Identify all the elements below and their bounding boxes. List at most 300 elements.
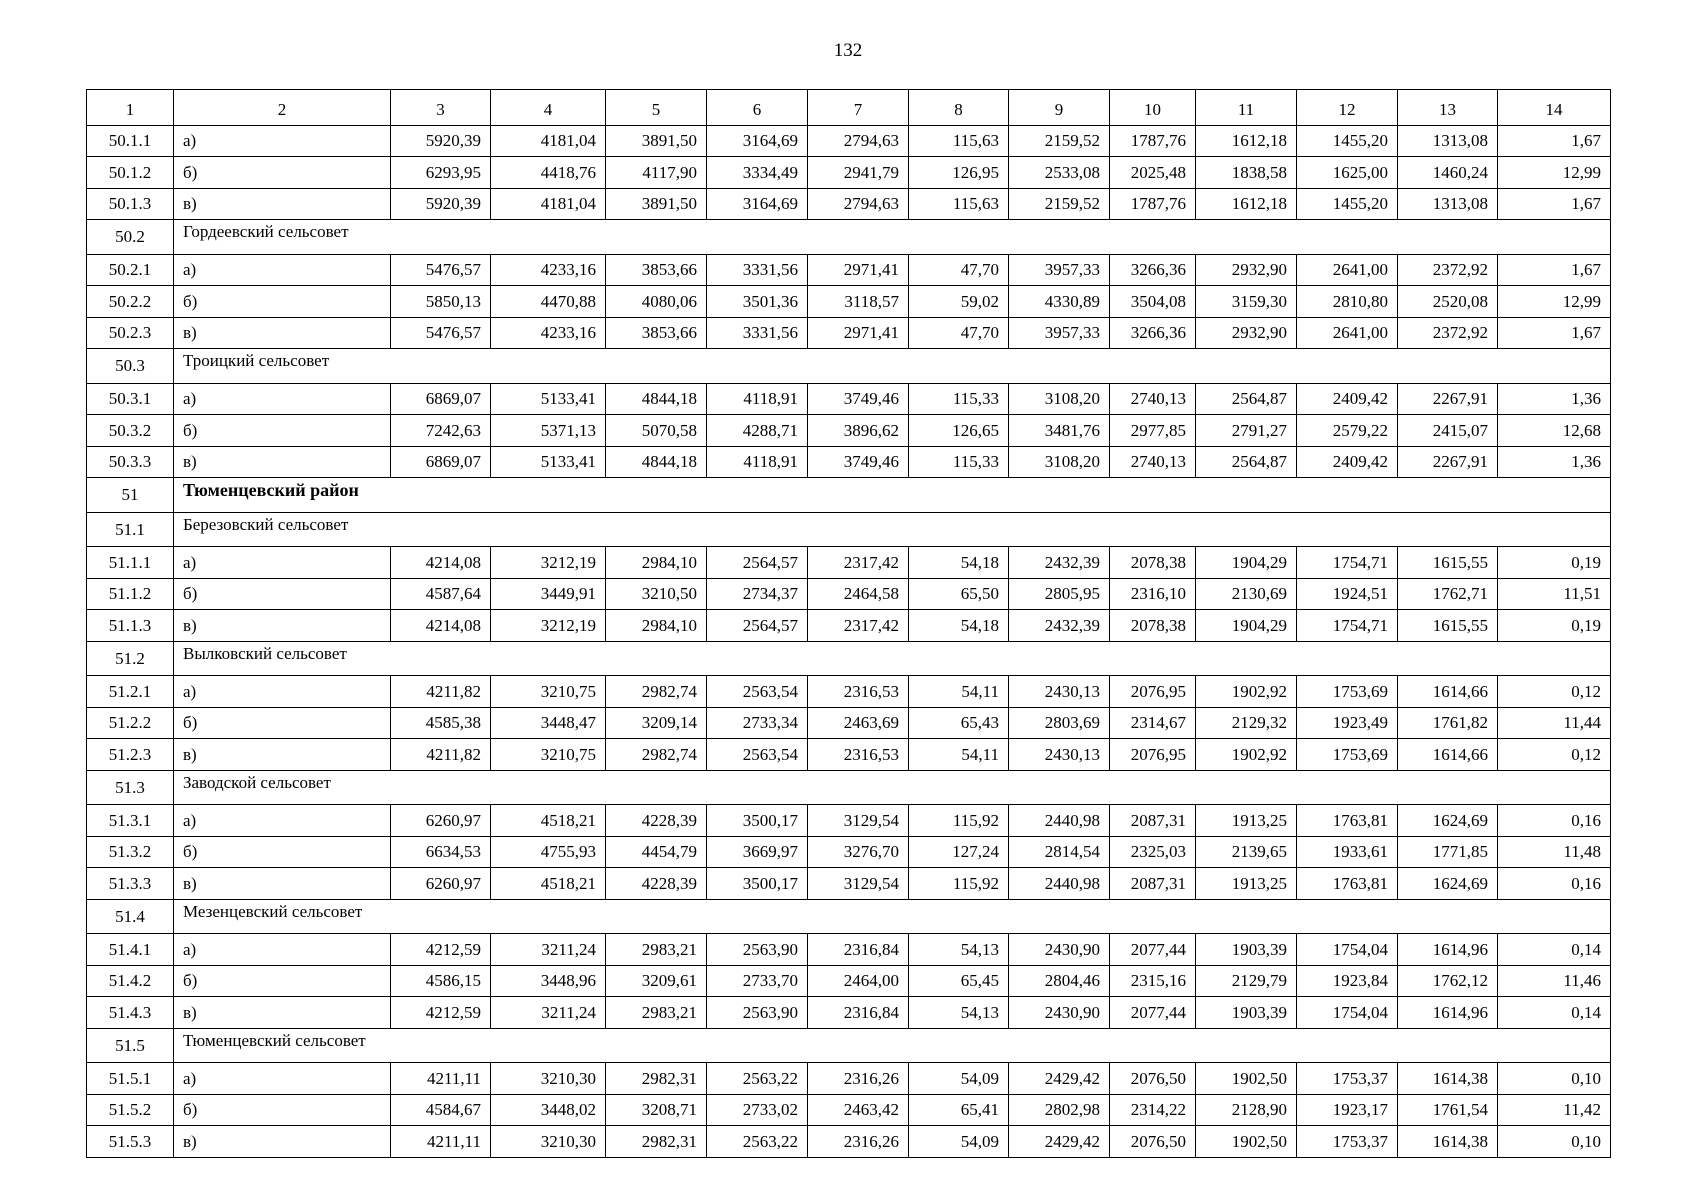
value-cell: 1902,92 bbox=[1196, 739, 1297, 771]
value-cell: 1838,58 bbox=[1196, 157, 1297, 189]
value-cell: 3210,50 bbox=[606, 578, 707, 610]
value-cell: 5070,58 bbox=[606, 415, 707, 447]
value-cell: 5371,13 bbox=[491, 415, 606, 447]
row-variant: а) bbox=[174, 676, 391, 708]
value-cell: 3504,08 bbox=[1110, 286, 1196, 318]
value-cell: 2409,42 bbox=[1297, 383, 1398, 415]
value-cell: 2579,22 bbox=[1297, 415, 1398, 447]
value-cell: 2159,52 bbox=[1009, 125, 1110, 157]
column-header: 10 bbox=[1110, 90, 1196, 126]
value-cell: 2317,42 bbox=[808, 547, 909, 579]
row-code: 50.3.2 bbox=[87, 415, 174, 447]
row-variant: а) bbox=[174, 254, 391, 286]
value-cell: 54,09 bbox=[909, 1063, 1009, 1095]
value-cell: 3957,33 bbox=[1009, 254, 1110, 286]
value-cell: 3501,36 bbox=[707, 286, 808, 318]
district-name: Тюменцевский район bbox=[174, 478, 1611, 513]
value-cell: 3211,24 bbox=[491, 934, 606, 966]
value-cell: 3266,36 bbox=[1110, 254, 1196, 286]
value-cell: 3210,30 bbox=[491, 1126, 606, 1158]
value-cell: 5133,41 bbox=[491, 383, 606, 415]
value-cell: 2563,90 bbox=[707, 997, 808, 1029]
value-cell: 1771,85 bbox=[1398, 836, 1498, 868]
value-cell: 3266,36 bbox=[1110, 317, 1196, 349]
value-cell: 2734,37 bbox=[707, 578, 808, 610]
column-header: 13 bbox=[1398, 90, 1498, 126]
value-cell: 54,11 bbox=[909, 676, 1009, 708]
value-cell: 1614,96 bbox=[1398, 934, 1498, 966]
row-variant: а) bbox=[174, 934, 391, 966]
value-cell: 65,41 bbox=[909, 1094, 1009, 1126]
value-cell: 5920,39 bbox=[391, 188, 491, 220]
value-cell: 2430,13 bbox=[1009, 739, 1110, 771]
value-cell: 3129,54 bbox=[808, 805, 909, 837]
value-cell: 4214,08 bbox=[391, 610, 491, 642]
value-cell: 1902,50 bbox=[1196, 1126, 1297, 1158]
value-cell: 5920,39 bbox=[391, 125, 491, 157]
value-cell: 2984,10 bbox=[606, 610, 707, 642]
column-header: 1 bbox=[87, 90, 174, 126]
value-cell: 2802,98 bbox=[1009, 1094, 1110, 1126]
tariff-table bbox=[86, 89, 1611, 1158]
value-cell: 3500,17 bbox=[707, 805, 808, 837]
table-row bbox=[87, 610, 1611, 642]
row-variant: а) bbox=[174, 805, 391, 837]
value-cell: 1903,39 bbox=[1196, 997, 1297, 1029]
value-cell: 4518,21 bbox=[491, 805, 606, 837]
value-cell: 4118,91 bbox=[707, 383, 808, 415]
value-cell: 1615,55 bbox=[1398, 547, 1498, 579]
value-cell: 4844,18 bbox=[606, 446, 707, 478]
table-row bbox=[87, 997, 1611, 1029]
value-cell: 2409,42 bbox=[1297, 446, 1398, 478]
value-cell: 2563,22 bbox=[707, 1063, 808, 1095]
value-cell: 3331,56 bbox=[707, 317, 808, 349]
value-cell: 4418,76 bbox=[491, 157, 606, 189]
value-cell: 4211,82 bbox=[391, 676, 491, 708]
column-header: 9 bbox=[1009, 90, 1110, 126]
value-cell: 12,99 bbox=[1498, 286, 1611, 318]
value-cell: 5850,13 bbox=[391, 286, 491, 318]
value-cell: 1753,37 bbox=[1297, 1063, 1398, 1095]
row-variant: в) bbox=[174, 868, 391, 900]
settlement-name: Мезенцевский сельсовет bbox=[174, 899, 1611, 934]
column-header: 2 bbox=[174, 90, 391, 126]
table-row bbox=[87, 188, 1611, 220]
row-code: 51.1 bbox=[87, 512, 174, 547]
row-variant: б) bbox=[174, 965, 391, 997]
row-variant: а) bbox=[174, 383, 391, 415]
value-cell: 0,19 bbox=[1498, 610, 1611, 642]
row-code: 51.4.1 bbox=[87, 934, 174, 966]
value-cell: 4117,90 bbox=[606, 157, 707, 189]
value-cell: 47,70 bbox=[909, 254, 1009, 286]
value-cell: 2159,52 bbox=[1009, 188, 1110, 220]
row-code: 50.2.1 bbox=[87, 254, 174, 286]
value-cell: 3210,75 bbox=[491, 676, 606, 708]
row-variant: б) bbox=[174, 836, 391, 868]
value-cell: 54,18 bbox=[909, 547, 1009, 579]
value-cell: 2740,13 bbox=[1110, 383, 1196, 415]
value-cell: 2315,16 bbox=[1110, 965, 1196, 997]
value-cell: 4584,67 bbox=[391, 1094, 491, 1126]
value-cell: 3891,50 bbox=[606, 125, 707, 157]
value-cell: 3276,70 bbox=[808, 836, 909, 868]
value-cell: 1761,82 bbox=[1398, 707, 1498, 739]
row-code: 50.1.2 bbox=[87, 157, 174, 189]
value-cell: 2025,48 bbox=[1110, 157, 1196, 189]
value-cell: 2805,95 bbox=[1009, 578, 1110, 610]
value-cell: 2430,90 bbox=[1009, 997, 1110, 1029]
value-cell: 3448,47 bbox=[491, 707, 606, 739]
value-cell: 4587,64 bbox=[391, 578, 491, 610]
value-cell: 2372,92 bbox=[1398, 317, 1498, 349]
value-cell: 3210,75 bbox=[491, 739, 606, 771]
settlement-name: Заводской сельсовет bbox=[174, 770, 1611, 805]
row-variant: а) bbox=[174, 547, 391, 579]
row-variant: в) bbox=[174, 1126, 391, 1158]
row-code: 50.2.2 bbox=[87, 286, 174, 318]
settlement-row bbox=[87, 1028, 1611, 1063]
value-cell: 1753,69 bbox=[1297, 676, 1398, 708]
value-cell: 115,92 bbox=[909, 805, 1009, 837]
value-cell: 4212,59 bbox=[391, 997, 491, 1029]
value-cell: 2533,08 bbox=[1009, 157, 1110, 189]
table-row bbox=[87, 157, 1611, 189]
value-cell: 0,16 bbox=[1498, 868, 1611, 900]
row-code: 51.4.3 bbox=[87, 997, 174, 1029]
value-cell: 2139,65 bbox=[1196, 836, 1297, 868]
value-cell: 7242,63 bbox=[391, 415, 491, 447]
value-cell: 1762,12 bbox=[1398, 965, 1498, 997]
value-cell: 5476,57 bbox=[391, 317, 491, 349]
value-cell: 2941,79 bbox=[808, 157, 909, 189]
value-cell: 3449,91 bbox=[491, 578, 606, 610]
value-cell: 1615,55 bbox=[1398, 610, 1498, 642]
value-cell: 6869,07 bbox=[391, 446, 491, 478]
row-variant: в) bbox=[174, 188, 391, 220]
value-cell: 3211,24 bbox=[491, 997, 606, 1029]
value-cell: 2563,54 bbox=[707, 739, 808, 771]
value-cell: 3209,14 bbox=[606, 707, 707, 739]
table-row bbox=[87, 1126, 1611, 1158]
value-cell: 2076,95 bbox=[1110, 676, 1196, 708]
value-cell: 54,13 bbox=[909, 997, 1009, 1029]
value-cell: 1313,08 bbox=[1398, 125, 1498, 157]
value-cell: 0,12 bbox=[1498, 676, 1611, 708]
value-cell: 1787,76 bbox=[1110, 188, 1196, 220]
table-row bbox=[87, 934, 1611, 966]
table-row bbox=[87, 125, 1611, 157]
row-code: 50.2.3 bbox=[87, 317, 174, 349]
table-row bbox=[87, 1063, 1611, 1095]
table-row bbox=[87, 707, 1611, 739]
value-cell: 2983,21 bbox=[606, 997, 707, 1029]
value-cell: 2078,38 bbox=[1110, 610, 1196, 642]
value-cell: 1762,71 bbox=[1398, 578, 1498, 610]
value-cell: 4844,18 bbox=[606, 383, 707, 415]
column-header: 14 bbox=[1498, 90, 1611, 126]
value-cell: 1624,69 bbox=[1398, 868, 1498, 900]
value-cell: 2415,07 bbox=[1398, 415, 1498, 447]
row-variant: в) bbox=[174, 446, 391, 478]
value-cell: 0,12 bbox=[1498, 739, 1611, 771]
row-code: 50.1.3 bbox=[87, 188, 174, 220]
row-variant: б) bbox=[174, 1094, 391, 1126]
row-code: 50.3.3 bbox=[87, 446, 174, 478]
column-header: 8 bbox=[909, 90, 1009, 126]
value-cell: 3208,71 bbox=[606, 1094, 707, 1126]
value-cell: 59,02 bbox=[909, 286, 1009, 318]
value-cell: 4233,16 bbox=[491, 254, 606, 286]
value-cell: 47,70 bbox=[909, 317, 1009, 349]
value-cell: 2814,54 bbox=[1009, 836, 1110, 868]
value-cell: 2316,53 bbox=[808, 739, 909, 771]
table-row bbox=[87, 254, 1611, 286]
row-variant: в) bbox=[174, 317, 391, 349]
value-cell: 1787,76 bbox=[1110, 125, 1196, 157]
row-code: 51.5 bbox=[87, 1028, 174, 1063]
value-cell: 12,68 bbox=[1498, 415, 1611, 447]
row-variant: б) bbox=[174, 578, 391, 610]
value-cell: 6293,95 bbox=[391, 157, 491, 189]
value-cell: 4585,38 bbox=[391, 707, 491, 739]
value-cell: 2316,53 bbox=[808, 676, 909, 708]
value-cell: 1,67 bbox=[1498, 317, 1611, 349]
value-cell: 4470,88 bbox=[491, 286, 606, 318]
value-cell: 3957,33 bbox=[1009, 317, 1110, 349]
table-body bbox=[87, 90, 1611, 1158]
value-cell: 1612,18 bbox=[1196, 125, 1297, 157]
value-cell: 0,10 bbox=[1498, 1126, 1611, 1158]
settlement-name: Тюменцевский сельсовет bbox=[174, 1028, 1611, 1063]
value-cell: 4214,08 bbox=[391, 547, 491, 579]
value-cell: 2087,31 bbox=[1110, 805, 1196, 837]
value-cell: 65,43 bbox=[909, 707, 1009, 739]
value-cell: 2794,63 bbox=[808, 188, 909, 220]
value-cell: 126,95 bbox=[909, 157, 1009, 189]
value-cell: 3853,66 bbox=[606, 317, 707, 349]
row-code: 51.4.2 bbox=[87, 965, 174, 997]
district-row bbox=[87, 478, 1611, 513]
value-cell: 2316,26 bbox=[808, 1063, 909, 1095]
value-cell: 2267,91 bbox=[1398, 383, 1498, 415]
value-cell: 3896,62 bbox=[808, 415, 909, 447]
table-row bbox=[87, 676, 1611, 708]
row-code: 50.2 bbox=[87, 220, 174, 255]
column-header: 11 bbox=[1196, 90, 1297, 126]
value-cell: 2440,98 bbox=[1009, 868, 1110, 900]
value-cell: 1460,24 bbox=[1398, 157, 1498, 189]
value-cell: 3853,66 bbox=[606, 254, 707, 286]
table-row bbox=[87, 739, 1611, 771]
settlement-row bbox=[87, 899, 1611, 934]
value-cell: 3164,69 bbox=[707, 125, 808, 157]
table-row bbox=[87, 1094, 1611, 1126]
value-cell: 2971,41 bbox=[808, 317, 909, 349]
value-cell: 2316,84 bbox=[808, 997, 909, 1029]
row-code: 51.2.2 bbox=[87, 707, 174, 739]
value-cell: 2983,21 bbox=[606, 934, 707, 966]
value-cell: 2733,70 bbox=[707, 965, 808, 997]
value-cell: 4212,59 bbox=[391, 934, 491, 966]
value-cell: 1624,69 bbox=[1398, 805, 1498, 837]
value-cell: 0,10 bbox=[1498, 1063, 1611, 1095]
table-row bbox=[87, 547, 1611, 579]
value-cell: 3481,76 bbox=[1009, 415, 1110, 447]
value-cell: 2267,91 bbox=[1398, 446, 1498, 478]
table-row bbox=[87, 965, 1611, 997]
value-cell: 1313,08 bbox=[1398, 188, 1498, 220]
row-code: 51.5.2 bbox=[87, 1094, 174, 1126]
row-variant: в) bbox=[174, 997, 391, 1029]
value-cell: 2078,38 bbox=[1110, 547, 1196, 579]
value-cell: 3108,20 bbox=[1009, 383, 1110, 415]
row-variant: б) bbox=[174, 707, 391, 739]
settlement-name: Вылковский сельсовет bbox=[174, 641, 1611, 676]
value-cell: 3159,30 bbox=[1196, 286, 1297, 318]
value-cell: 1614,96 bbox=[1398, 997, 1498, 1029]
table-row bbox=[87, 805, 1611, 837]
value-cell: 1904,29 bbox=[1196, 547, 1297, 579]
value-cell: 54,18 bbox=[909, 610, 1009, 642]
value-cell: 4518,21 bbox=[491, 868, 606, 900]
value-cell: 115,33 bbox=[909, 446, 1009, 478]
value-cell: 1614,38 bbox=[1398, 1063, 1498, 1095]
row-code: 51.3.3 bbox=[87, 868, 174, 900]
value-cell: 6260,97 bbox=[391, 868, 491, 900]
value-cell: 2982,74 bbox=[606, 676, 707, 708]
value-cell: 1761,54 bbox=[1398, 1094, 1498, 1126]
column-header: 6 bbox=[707, 90, 808, 126]
value-cell: 2430,90 bbox=[1009, 934, 1110, 966]
value-cell: 65,45 bbox=[909, 965, 1009, 997]
value-cell: 0,14 bbox=[1498, 934, 1611, 966]
value-cell: 2429,42 bbox=[1009, 1126, 1110, 1158]
value-cell: 2641,00 bbox=[1297, 317, 1398, 349]
row-code: 50.3.1 bbox=[87, 383, 174, 415]
value-cell: 2463,42 bbox=[808, 1094, 909, 1126]
value-cell: 54,09 bbox=[909, 1126, 1009, 1158]
value-cell: 2464,00 bbox=[808, 965, 909, 997]
settlement-name: Березовский сельсовет bbox=[174, 512, 1611, 547]
value-cell: 1753,69 bbox=[1297, 739, 1398, 771]
value-cell: 1923,49 bbox=[1297, 707, 1398, 739]
value-cell: 2316,84 bbox=[808, 934, 909, 966]
value-cell: 3129,54 bbox=[808, 868, 909, 900]
value-cell: 2463,69 bbox=[808, 707, 909, 739]
value-cell: 1625,00 bbox=[1297, 157, 1398, 189]
value-cell: 4755,93 bbox=[491, 836, 606, 868]
value-cell: 54,13 bbox=[909, 934, 1009, 966]
row-variant: в) bbox=[174, 739, 391, 771]
row-code: 50.1.1 bbox=[87, 125, 174, 157]
value-cell: 11,44 bbox=[1498, 707, 1611, 739]
table-row bbox=[87, 578, 1611, 610]
row-code: 51.4 bbox=[87, 899, 174, 934]
value-cell: 3448,02 bbox=[491, 1094, 606, 1126]
value-cell: 2130,69 bbox=[1196, 578, 1297, 610]
value-cell: 3891,50 bbox=[606, 188, 707, 220]
row-code: 51.2.1 bbox=[87, 676, 174, 708]
value-cell: 1614,38 bbox=[1398, 1126, 1498, 1158]
value-cell: 4586,15 bbox=[391, 965, 491, 997]
value-cell: 1902,92 bbox=[1196, 676, 1297, 708]
value-cell: 1612,18 bbox=[1196, 188, 1297, 220]
value-cell: 4288,71 bbox=[707, 415, 808, 447]
value-cell: 3212,19 bbox=[491, 610, 606, 642]
value-cell: 1,36 bbox=[1498, 383, 1611, 415]
value-cell: 4330,89 bbox=[1009, 286, 1110, 318]
table-row bbox=[87, 317, 1611, 349]
value-cell: 2563,22 bbox=[707, 1126, 808, 1158]
value-cell: 2372,92 bbox=[1398, 254, 1498, 286]
value-cell: 115,33 bbox=[909, 383, 1009, 415]
value-cell: 2740,13 bbox=[1110, 446, 1196, 478]
column-header: 4 bbox=[491, 90, 606, 126]
value-cell: 4181,04 bbox=[491, 188, 606, 220]
settlement-row bbox=[87, 220, 1611, 255]
value-cell: 1913,25 bbox=[1196, 805, 1297, 837]
value-cell: 2314,67 bbox=[1110, 707, 1196, 739]
settlement-name: Гордеевский сельсовет bbox=[174, 220, 1611, 255]
value-cell: 5476,57 bbox=[391, 254, 491, 286]
value-cell: 3164,69 bbox=[707, 188, 808, 220]
table-row bbox=[87, 415, 1611, 447]
row-variant: в) bbox=[174, 610, 391, 642]
value-cell: 2564,87 bbox=[1196, 446, 1297, 478]
value-cell: 1913,25 bbox=[1196, 868, 1297, 900]
value-cell: 1754,71 bbox=[1297, 610, 1398, 642]
table-row bbox=[87, 446, 1611, 478]
value-cell: 4118,91 bbox=[707, 446, 808, 478]
value-cell: 2316,26 bbox=[808, 1126, 909, 1158]
row-code: 51.5.3 bbox=[87, 1126, 174, 1158]
value-cell: 4211,82 bbox=[391, 739, 491, 771]
row-code: 51.1.2 bbox=[87, 578, 174, 610]
value-cell: 1455,20 bbox=[1297, 125, 1398, 157]
value-cell: 2984,10 bbox=[606, 547, 707, 579]
value-cell: 0,16 bbox=[1498, 805, 1611, 837]
value-cell: 3331,56 bbox=[707, 254, 808, 286]
value-cell: 2977,85 bbox=[1110, 415, 1196, 447]
value-cell: 2733,02 bbox=[707, 1094, 808, 1126]
row-variant: б) bbox=[174, 157, 391, 189]
value-cell: 2803,69 bbox=[1009, 707, 1110, 739]
value-cell: 3749,46 bbox=[808, 383, 909, 415]
value-cell: 4228,39 bbox=[606, 868, 707, 900]
settlement-row bbox=[87, 512, 1611, 547]
settlement-row bbox=[87, 770, 1611, 805]
value-cell: 1902,50 bbox=[1196, 1063, 1297, 1095]
value-cell: 2733,34 bbox=[707, 707, 808, 739]
value-cell: 2076,50 bbox=[1110, 1126, 1196, 1158]
value-cell: 0,14 bbox=[1498, 997, 1611, 1029]
value-cell: 1754,04 bbox=[1297, 997, 1398, 1029]
value-cell: 3334,49 bbox=[707, 157, 808, 189]
value-cell: 11,48 bbox=[1498, 836, 1611, 868]
value-cell: 2932,90 bbox=[1196, 254, 1297, 286]
value-cell: 2810,80 bbox=[1297, 286, 1398, 318]
value-cell: 11,51 bbox=[1498, 578, 1611, 610]
value-cell: 1455,20 bbox=[1297, 188, 1398, 220]
table-row bbox=[87, 868, 1611, 900]
value-cell: 12,99 bbox=[1498, 157, 1611, 189]
value-cell: 5133,41 bbox=[491, 446, 606, 478]
row-code: 51.1.3 bbox=[87, 610, 174, 642]
value-cell: 1904,29 bbox=[1196, 610, 1297, 642]
value-cell: 2982,31 bbox=[606, 1063, 707, 1095]
